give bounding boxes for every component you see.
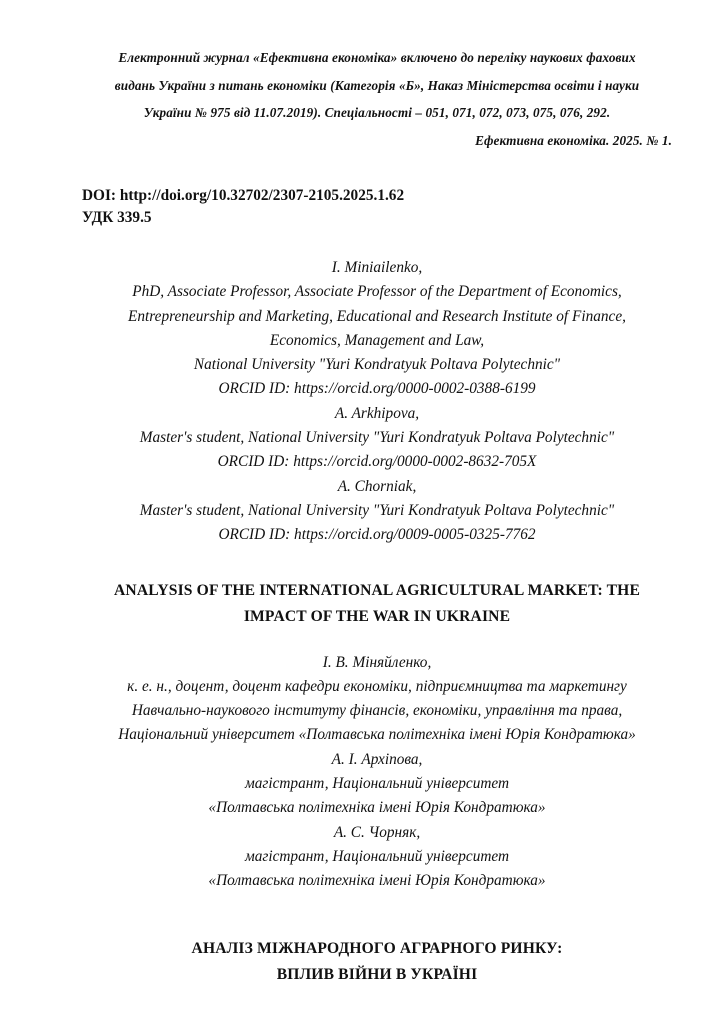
author-affiliation-line: Master's student, National University "Yuri Kondratyuk Poltava Polytechnic": [139, 501, 615, 519]
author-affiliation-line: Entrepreneurship and Marketing, Educational and Research Institute of Finance,: [128, 307, 626, 325]
author-name-arkhipova-uk: А. І. Архіпова,: [331, 750, 423, 768]
author-name-chorniak-en: A. Chorniak,: [337, 477, 417, 495]
author-name-miniailenko-en: I. Miniailenko,: [331, 259, 423, 276]
article-title-ukrainian-line-1: АНАЛІЗ МІЖНАРОДНОГО АГРАРНОГО РИНКУ:: [191, 939, 563, 957]
page-content-column: [82, 0, 672, 988]
author-affiliation-line: National University "Yuri Kondratyuk Poltava Polytechnic": [193, 356, 561, 374]
journal-notice-line-2: видань України з питань економіки (Категорія «Б», Наказ Міністерства освіти і науки: [114, 77, 640, 93]
author-affiliation-line: к. е. н., доцент, доцент кафедри економіки, підприємництва та маркетингу: [127, 677, 627, 695]
authors-block-english: [82, 256, 672, 548]
author-orcid-miniailenko-en[interactable]: ORCID ID: https://orcid.org/0000-0002-0388-6199: [218, 380, 536, 398]
author-orcid-chorniak-en[interactable]: ORCID ID: https://orcid.org/0009-0005-0325-7762: [218, 526, 536, 544]
author-name-chorniak-uk: А. С. Чорняк,: [333, 823, 421, 841]
article-title-english-line-2: IMPACT OF THE WAR IN UKRAINE: [243, 607, 511, 625]
doi-identifier[interactable]: DOI: http://doi.org/10.32702/2307-2105.2025.1.62: [82, 187, 405, 204]
author-affiliation-line: «Полтавська політехніка імені Юрія Кондратюка»: [208, 799, 546, 817]
journal-indexing-notice: [82, 44, 672, 154]
article-title-english-line-1: ANALYSIS OF THE INTERNATIONAL AGRICULTURAL MARKET: THE: [114, 581, 640, 599]
author-affiliation-line: магістрант, Національний університет: [244, 775, 510, 793]
identifiers-block: [82, 185, 672, 228]
journal-notice-line-1: Електронний журнал «Ефективна економіка» включено до переліку наукових фахових: [118, 50, 636, 65]
author-affiliation-line: Economics, Management and Law,: [269, 331, 485, 349]
journal-notice-line-3: України № 975 від 11.07.2019). Спеціальності – 051, 071, 072, 073, 075, 076, 292.: [143, 105, 611, 120]
author-affiliation-line: Master's student, National University "Yuri Kondratyuk Poltava Polytechnic": [139, 429, 615, 447]
author-affiliation-line: Навчально-наукового інституту фінансів, економіки, управління та права,: [131, 702, 623, 720]
author-affiliation-line: Національний університет «Полтавська політехніка імені Юрія Кондратюка»: [118, 726, 636, 744]
author-affiliation-line: PhD, Associate Professor, Associate Professor of the Department of Economics,: [132, 283, 622, 301]
author-orcid-arkhipova-en[interactable]: ORCID ID: https://orcid.org/0000-0002-8632-705X: [217, 453, 537, 471]
article-title-ukrainian-line-2: ВПЛИВ ВІЙНИ В УКРАЇНІ: [276, 965, 478, 983]
author-affiliation-line: магістрант, Національний університет: [244, 847, 510, 865]
article-title-english: [82, 578, 672, 630]
author-name-miniailenko-uk: І. В. Міняйленко,: [322, 653, 432, 671]
udc-identifier: УДК 339.5: [82, 208, 152, 226]
authors-block-ukrainian: [82, 651, 672, 894]
article-title-ukrainian: [82, 936, 672, 988]
journal-citation-line: Ефективна економіка. 2025. № 1.: [475, 132, 672, 148]
author-name-arkhipova-en: A. Arkhipova,: [334, 404, 420, 422]
author-affiliation-line: «Полтавська політехніка імені Юрія Кондратюка»: [208, 872, 546, 890]
